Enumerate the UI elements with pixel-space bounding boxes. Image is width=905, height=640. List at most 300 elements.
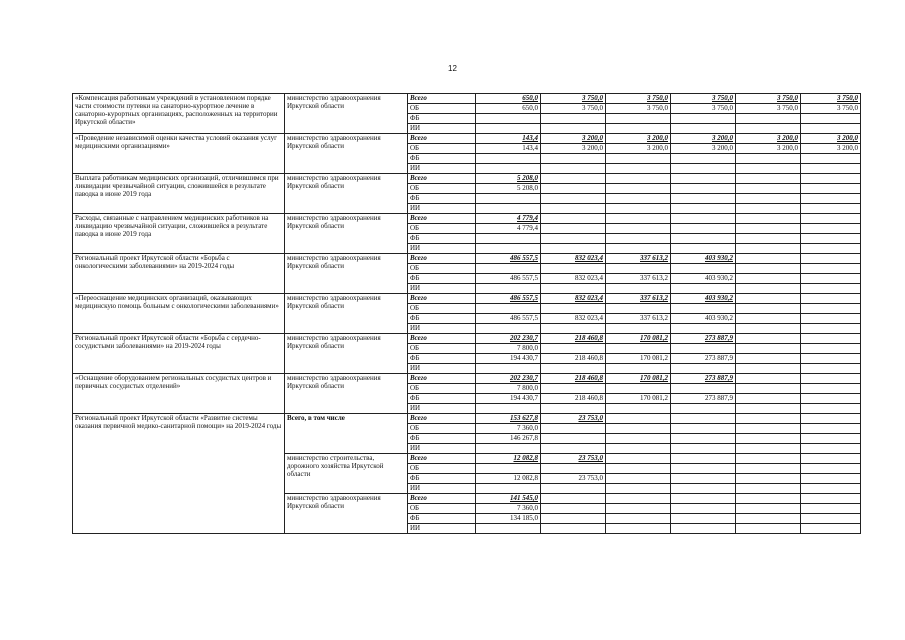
funding-source: ОБ (408, 344, 476, 354)
amount-cell-year-6 (801, 154, 861, 164)
funding-source: ФБ (408, 434, 476, 444)
amount-cell-year-6 (801, 164, 861, 174)
amount-cell-year-4: 273 887,9 (671, 394, 736, 404)
amount-cell-year-1: 12 082,8 (476, 454, 541, 464)
amount-cell-year-5 (736, 474, 801, 484)
amount-cell-year-4 (671, 364, 736, 374)
amount-cell-year-6 (801, 264, 861, 274)
amount-cell-year-3: 170 081,2 (606, 374, 671, 384)
amount-cell-year-6 (801, 364, 861, 374)
amount-cell-year-4 (671, 524, 736, 534)
amount-cell-year-1 (476, 364, 541, 374)
amount-cell-year-4: 3 200,0 (671, 134, 736, 144)
amount-cell-year-6 (801, 494, 861, 504)
funding-source: ИИ (408, 364, 476, 374)
amount-cell-year-5 (736, 514, 801, 524)
amount-cell-year-1: 486 557,5 (476, 314, 541, 324)
amount-cell-year-2 (541, 224, 606, 234)
amount-cell-year-4 (671, 284, 736, 294)
amount-cell-year-3: 3 200,0 (606, 144, 671, 154)
executor: министерство здравоохранения Иркутской области (285, 214, 408, 254)
amount-cell-year-2 (541, 324, 606, 334)
amount-cell-year-2 (541, 194, 606, 204)
amount-cell-year-1 (476, 284, 541, 294)
amount-cell-year-3 (606, 384, 671, 394)
amount-cell-year-5 (736, 454, 801, 464)
measure-name: Региональный проект Иркутской области «Развитие системы оказания первичной медико-санитарной помощи» на 2019-2024 годы (73, 414, 285, 534)
table-row (73, 94, 861, 104)
table-row (73, 174, 861, 184)
amount-cell-year-6: 3 200,0 (801, 144, 861, 154)
amount-cell-year-4 (671, 114, 736, 124)
funding-source: Всего (408, 494, 476, 504)
amount-cell-year-3 (606, 194, 671, 204)
measure-name: «Оснащение оборудованием региональных сосудистых центров и первичных сосудистых отделений» (73, 374, 285, 414)
amount-cell-year-1: 7 360,0 (476, 504, 541, 514)
amount-cell-year-6 (801, 514, 861, 524)
amount-cell-year-4 (671, 494, 736, 504)
amount-cell-year-3: 3 750,0 (606, 104, 671, 114)
budget-table (72, 93, 861, 534)
amount-cell-year-4 (671, 204, 736, 214)
amount-cell-year-3 (606, 514, 671, 524)
amount-cell-year-4 (671, 434, 736, 444)
amount-cell-year-4 (671, 184, 736, 194)
amount-cell-year-5 (736, 414, 801, 424)
amount-cell-year-1 (476, 244, 541, 254)
amount-cell-year-2 (541, 424, 606, 434)
amount-cell-year-5 (736, 524, 801, 534)
amount-cell-year-3 (606, 494, 671, 504)
amount-cell-year-3 (606, 444, 671, 454)
amount-cell-year-6: 3 200,0 (801, 134, 861, 144)
amount-cell-year-2 (541, 184, 606, 194)
amount-cell-year-5 (736, 464, 801, 474)
amount-cell-year-6 (801, 244, 861, 254)
amount-cell-year-5 (736, 154, 801, 164)
amount-cell-year-6 (801, 344, 861, 354)
funding-source: Всего (408, 214, 476, 224)
amount-cell-year-6 (801, 384, 861, 394)
funding-source: ИИ (408, 404, 476, 414)
amount-cell-year-3 (606, 114, 671, 124)
amount-cell-year-1 (476, 464, 541, 474)
amount-cell-year-4: 273 887,9 (671, 354, 736, 364)
table-row (73, 374, 861, 384)
amount-cell-year-5 (736, 274, 801, 284)
amount-cell-year-5 (736, 354, 801, 364)
amount-cell-year-3 (606, 234, 671, 244)
executor: министерство строительства, дорожного хозяйства Иркутской области (285, 454, 408, 494)
amount-cell-year-2 (541, 154, 606, 164)
amount-cell-year-2: 218 460,8 (541, 374, 606, 384)
page-number: 12 (448, 64, 457, 73)
amount-cell-year-2 (541, 204, 606, 214)
amount-cell-year-2: 218 460,8 (541, 394, 606, 404)
amount-cell-year-5 (736, 334, 801, 344)
amount-cell-year-6 (801, 394, 861, 404)
amount-cell-year-2: 23 753,0 (541, 454, 606, 464)
funding-source: ОБ (408, 104, 476, 114)
amount-cell-year-1: 143,4 (476, 134, 541, 144)
amount-cell-year-3 (606, 264, 671, 274)
funding-source: Всего (408, 174, 476, 184)
amount-cell-year-1: 194 430,7 (476, 394, 541, 404)
amount-cell-year-4: 3 750,0 (671, 94, 736, 104)
amount-cell-year-2 (541, 304, 606, 314)
amount-cell-year-2: 3 200,0 (541, 134, 606, 144)
amount-cell-year-2: 23 753,0 (541, 474, 606, 484)
amount-cell-year-2 (541, 434, 606, 444)
amount-cell-year-4 (671, 344, 736, 354)
amount-cell-year-2 (541, 494, 606, 504)
amount-cell-year-4: 3 200,0 (671, 144, 736, 154)
amount-cell-year-3: 337 613,2 (606, 294, 671, 304)
amount-cell-year-3 (606, 414, 671, 424)
amount-cell-year-5 (736, 284, 801, 294)
amount-cell-year-5 (736, 434, 801, 444)
amount-cell-year-6: 3 750,0 (801, 94, 861, 104)
amount-cell-year-2 (541, 524, 606, 534)
amount-cell-year-6: 3 750,0 (801, 104, 861, 114)
amount-cell-year-6 (801, 304, 861, 314)
amount-cell-year-1: 202 230,7 (476, 374, 541, 384)
amount-cell-year-3: 3 750,0 (606, 94, 671, 104)
amount-cell-year-3 (606, 204, 671, 214)
amount-cell-year-4: 403 930,2 (671, 314, 736, 324)
amount-cell-year-4: 403 930,2 (671, 274, 736, 284)
amount-cell-year-6 (801, 114, 861, 124)
amount-cell-year-6 (801, 404, 861, 414)
amount-cell-year-4 (671, 444, 736, 454)
amount-cell-year-4 (671, 214, 736, 224)
amount-cell-year-5 (736, 304, 801, 314)
executor: министерство здравоохранения Иркутской области (285, 134, 408, 174)
amount-cell-year-3: 170 081,2 (606, 354, 671, 364)
amount-cell-year-4: 3 750,0 (671, 104, 736, 114)
amount-cell-year-1 (476, 484, 541, 494)
amount-cell-year-2 (541, 264, 606, 274)
amount-cell-year-1: 134 185,0 (476, 514, 541, 524)
amount-cell-year-4 (671, 264, 736, 274)
amount-cell-year-6 (801, 484, 861, 494)
amount-cell-year-2 (541, 444, 606, 454)
amount-cell-year-5 (736, 264, 801, 274)
funding-source: ИИ (408, 524, 476, 534)
amount-cell-year-6 (801, 414, 861, 424)
funding-source: ФБ (408, 274, 476, 284)
amount-cell-year-5 (736, 344, 801, 354)
amount-cell-year-5 (736, 204, 801, 214)
amount-cell-year-2 (541, 384, 606, 394)
amount-cell-year-3 (606, 124, 671, 134)
amount-cell-year-1 (476, 194, 541, 204)
amount-cell-year-6 (801, 524, 861, 534)
amount-cell-year-4 (671, 484, 736, 494)
amount-cell-year-2 (541, 504, 606, 514)
amount-cell-year-6 (801, 474, 861, 484)
amount-cell-year-4 (671, 514, 736, 524)
amount-cell-year-3 (606, 504, 671, 514)
amount-cell-year-5 (736, 394, 801, 404)
funding-source: Всего (408, 374, 476, 384)
amount-cell-year-1: 4 779,4 (476, 214, 541, 224)
amount-cell-year-2: 3 200,0 (541, 144, 606, 154)
amount-cell-year-3 (606, 244, 671, 254)
amount-cell-year-1: 650,0 (476, 104, 541, 114)
amount-cell-year-3 (606, 424, 671, 434)
amount-cell-year-1 (476, 234, 541, 244)
amount-cell-year-1: 486 557,5 (476, 274, 541, 284)
amount-cell-year-4 (671, 304, 736, 314)
amount-cell-year-6 (801, 424, 861, 434)
amount-cell-year-6 (801, 464, 861, 474)
amount-cell-year-3 (606, 304, 671, 314)
measure-name: «Переоснащение медицинских организаций, оказывающих медицинскую помощь больным с онкологическими заболеваниями» (73, 294, 285, 334)
amount-cell-year-2: 832 023,4 (541, 294, 606, 304)
table-row (73, 214, 861, 224)
amount-cell-year-5 (736, 314, 801, 324)
amount-cell-year-5 (736, 124, 801, 134)
amount-cell-year-5 (736, 114, 801, 124)
measure-name: Расходы, связанные с направлением медицинских работников на ликвидацию чрезвычайной ситуации, сложившейся в результате паводка в июне 2019 года (73, 214, 285, 254)
amount-cell-year-6 (801, 334, 861, 344)
amount-cell-year-6 (801, 454, 861, 464)
amount-cell-year-2 (541, 364, 606, 374)
amount-cell-year-5: 3 750,0 (736, 94, 801, 104)
funding-source: ИИ (408, 324, 476, 334)
amount-cell-year-1 (476, 444, 541, 454)
amount-cell-year-2 (541, 214, 606, 224)
amount-cell-year-2: 218 460,8 (541, 354, 606, 364)
funding-source: ОБ (408, 504, 476, 514)
funding-source: ФБ (408, 114, 476, 124)
funding-source: ИИ (408, 164, 476, 174)
amount-cell-year-2 (541, 514, 606, 524)
funding-source: ОБ (408, 184, 476, 194)
amount-cell-year-5 (736, 184, 801, 194)
table-row (73, 334, 861, 344)
amount-cell-year-1: 7 360,0 (476, 424, 541, 434)
amount-cell-year-1 (476, 164, 541, 174)
funding-source: Всего (408, 334, 476, 344)
amount-cell-year-3 (606, 224, 671, 234)
amount-cell-year-4 (671, 384, 736, 394)
amount-cell-year-5 (736, 374, 801, 384)
amount-cell-year-4 (671, 244, 736, 254)
funding-source: ФБ (408, 154, 476, 164)
funding-source: ФБ (408, 474, 476, 484)
table-row (73, 254, 861, 264)
amount-cell-year-4 (671, 474, 736, 484)
amount-cell-year-2 (541, 484, 606, 494)
amount-cell-year-5 (736, 224, 801, 234)
funding-source: Всего (408, 454, 476, 464)
amount-cell-year-2 (541, 244, 606, 254)
amount-cell-year-5: 3 750,0 (736, 104, 801, 114)
amount-cell-year-3: 3 200,0 (606, 134, 671, 144)
amount-cell-year-6 (801, 204, 861, 214)
amount-cell-year-5 (736, 494, 801, 504)
amount-cell-year-6 (801, 444, 861, 454)
executor: Всего, в том числе (285, 414, 408, 454)
amount-cell-year-2 (541, 234, 606, 244)
amount-cell-year-3 (606, 464, 671, 474)
funding-source: ФБ (408, 394, 476, 404)
funding-source: Всего (408, 254, 476, 264)
amount-cell-year-5 (736, 234, 801, 244)
amount-cell-year-5 (736, 244, 801, 254)
amount-cell-year-1 (476, 304, 541, 314)
amount-cell-year-3 (606, 524, 671, 534)
amount-cell-year-3 (606, 454, 671, 464)
amount-cell-year-5 (736, 484, 801, 494)
amount-cell-year-4: 273 887,9 (671, 374, 736, 384)
amount-cell-year-3 (606, 214, 671, 224)
amount-cell-year-1: 146 267,8 (476, 434, 541, 444)
table-row (73, 414, 861, 424)
amount-cell-year-5 (736, 174, 801, 184)
amount-cell-year-2 (541, 284, 606, 294)
amount-cell-year-6 (801, 254, 861, 264)
amount-cell-year-4 (671, 124, 736, 134)
funding-source: ОБ (408, 224, 476, 234)
amount-cell-year-6 (801, 124, 861, 134)
funding-source: ОБ (408, 144, 476, 154)
amount-cell-year-5: 3 200,0 (736, 134, 801, 144)
amount-cell-year-4: 403 930,2 (671, 294, 736, 304)
funding-source: ОБ (408, 304, 476, 314)
executor: министерство здравоохранения Иркутской области (285, 94, 408, 134)
amount-cell-year-3 (606, 324, 671, 334)
amount-cell-year-6 (801, 214, 861, 224)
amount-cell-year-3 (606, 344, 671, 354)
funding-source: ИИ (408, 484, 476, 494)
amount-cell-year-5 (736, 294, 801, 304)
funding-source: ИИ (408, 204, 476, 214)
amount-cell-year-5 (736, 404, 801, 414)
funding-source: ФБ (408, 314, 476, 324)
amount-cell-year-2: 218 460,8 (541, 334, 606, 344)
amount-cell-year-1: 12 082,8 (476, 474, 541, 484)
executor: министерство здравоохранения Иркутской области (285, 334, 408, 374)
amount-cell-year-5: 3 200,0 (736, 144, 801, 154)
amount-cell-year-5 (736, 214, 801, 224)
measure-name: «Компенсация работникам учреждений в установленном порядке части стоимости путевки на санаторно-курортное лечение в санаторно-курортных организациях, расположенных на территории Иркутской области» (73, 94, 285, 134)
amount-cell-year-4 (671, 164, 736, 174)
executor: министерство здравоохранения Иркутской области (285, 294, 408, 334)
measure-name: Региональный проект Иркутской области «Борьба с онкологическими заболеваниями» на 2019-2024 годы (73, 254, 285, 294)
amount-cell-year-3: 337 613,2 (606, 274, 671, 284)
amount-cell-year-4 (671, 464, 736, 474)
amount-cell-year-2: 3 750,0 (541, 104, 606, 114)
amount-cell-year-4: 273 887,9 (671, 334, 736, 344)
amount-cell-year-1: 650,0 (476, 94, 541, 104)
amount-cell-year-6 (801, 314, 861, 324)
amount-cell-year-1 (476, 204, 541, 214)
amount-cell-year-2 (541, 464, 606, 474)
amount-cell-year-6 (801, 234, 861, 244)
amount-cell-year-6 (801, 354, 861, 364)
amount-cell-year-4 (671, 194, 736, 204)
amount-cell-year-1: 5 208,0 (476, 174, 541, 184)
amount-cell-year-2 (541, 164, 606, 174)
amount-cell-year-6 (801, 224, 861, 234)
amount-cell-year-4 (671, 154, 736, 164)
amount-cell-year-2: 23 753,0 (541, 414, 606, 424)
amount-cell-year-3: 337 613,2 (606, 314, 671, 324)
funding-source: ОБ (408, 384, 476, 394)
amount-cell-year-3: 170 081,2 (606, 394, 671, 404)
amount-cell-year-5 (736, 384, 801, 394)
funding-source: Всего (408, 134, 476, 144)
amount-cell-year-6 (801, 504, 861, 514)
amount-cell-year-2: 3 750,0 (541, 94, 606, 104)
executor: министерство здравоохранения Иркутской области (285, 374, 408, 414)
funding-source: ИИ (408, 124, 476, 134)
amount-cell-year-5 (736, 444, 801, 454)
amount-cell-year-5 (736, 254, 801, 264)
amount-cell-year-1 (476, 524, 541, 534)
amount-cell-year-3 (606, 174, 671, 184)
amount-cell-year-1 (476, 114, 541, 124)
amount-cell-year-3 (606, 184, 671, 194)
amount-cell-year-2 (541, 404, 606, 414)
amount-cell-year-2 (541, 344, 606, 354)
funding-source: ОБ (408, 424, 476, 434)
executor: министерство здравоохранения Иркутской области (285, 494, 408, 534)
amount-cell-year-4 (671, 414, 736, 424)
funding-source: ФБ (408, 514, 476, 524)
amount-cell-year-6 (801, 374, 861, 384)
funding-source: ФБ (408, 234, 476, 244)
measure-name: Региональный проект Иркутской области «Борьба с сердечно-сосудистыми заболеваниями» на 2019-2024 годы (73, 334, 285, 374)
amount-cell-year-4 (671, 224, 736, 234)
amount-cell-year-5 (736, 504, 801, 514)
table-row (73, 134, 861, 144)
amount-cell-year-5 (736, 194, 801, 204)
amount-cell-year-2 (541, 114, 606, 124)
funding-source: Всего (408, 94, 476, 104)
amount-cell-year-2: 832 023,4 (541, 314, 606, 324)
amount-cell-year-1: 4 779,4 (476, 224, 541, 234)
amount-cell-year-1: 486 557,5 (476, 254, 541, 264)
funding-source: ИИ (408, 284, 476, 294)
amount-cell-year-5 (736, 164, 801, 174)
amount-cell-year-1: 7 800,0 (476, 344, 541, 354)
executor: министерство здравоохранения Иркутской области (285, 174, 408, 214)
amount-cell-year-4 (671, 234, 736, 244)
amount-cell-year-3 (606, 404, 671, 414)
measure-name: «Проведение независимой оценки качества условий оказания услуг медицинскими организациями» (73, 134, 285, 174)
amount-cell-year-3 (606, 484, 671, 494)
amount-cell-year-1 (476, 264, 541, 274)
amount-cell-year-4 (671, 424, 736, 434)
amount-cell-year-1: 5 208,0 (476, 184, 541, 194)
amount-cell-year-3: 337 613,2 (606, 254, 671, 264)
amount-cell-year-4 (671, 404, 736, 414)
amount-cell-year-1 (476, 324, 541, 334)
amount-cell-year-6 (801, 284, 861, 294)
amount-cell-year-6 (801, 274, 861, 284)
amount-cell-year-4: 403 930,2 (671, 254, 736, 264)
measure-name: Выплата работникам медицинских организаций, отличившимся при ликвидации чрезвычайной ситуации, сложившейся в результате паводка в июне 2019 года (73, 174, 285, 214)
amount-cell-year-2: 832 023,4 (541, 254, 606, 264)
amount-cell-year-1: 194 430,7 (476, 354, 541, 364)
amount-cell-year-3: 170 081,2 (606, 334, 671, 344)
table-row (73, 294, 861, 304)
amount-cell-year-5 (736, 324, 801, 334)
